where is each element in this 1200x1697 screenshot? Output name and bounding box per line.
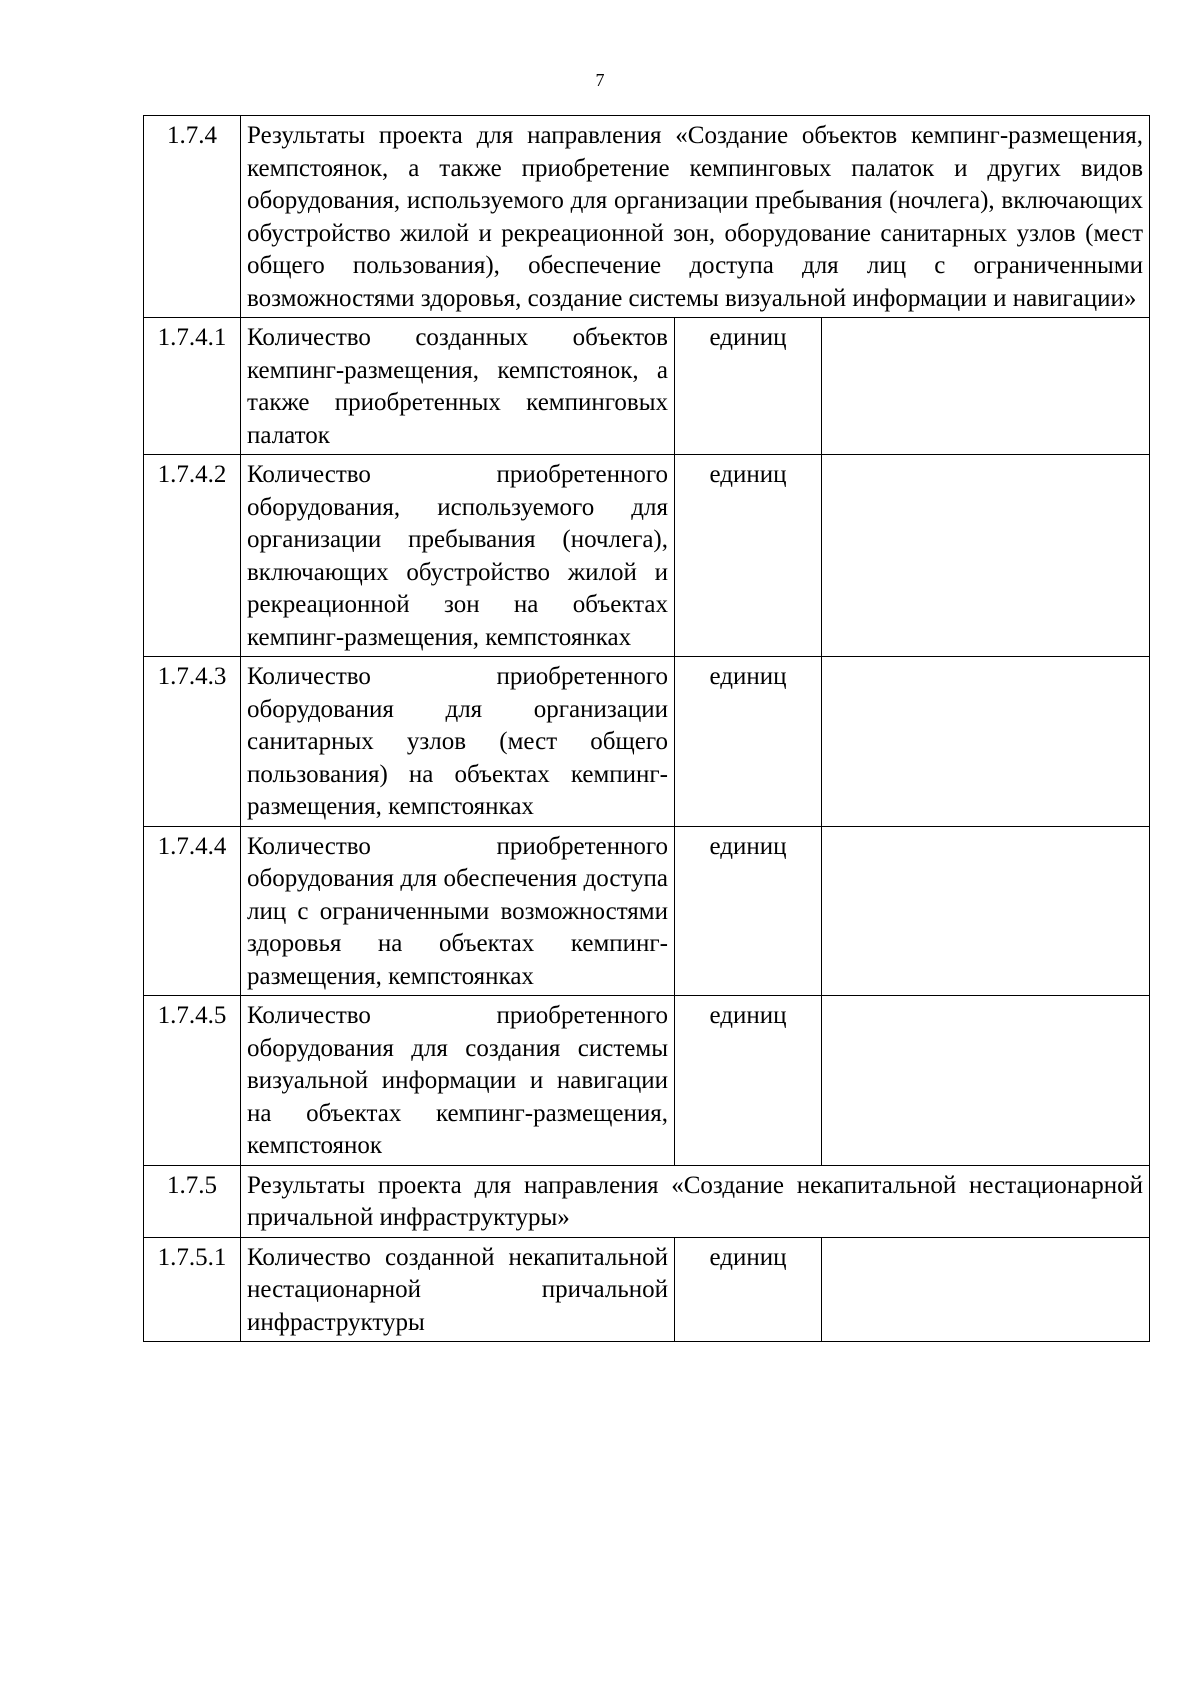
unit-cell: единиц	[675, 826, 822, 996]
page-number: 7	[595, 70, 605, 90]
indicator-text: Количество созданной некапитальной нестационарной причальной инфраструктуры	[241, 1237, 675, 1342]
value-cell	[822, 826, 1150, 996]
value-cell	[822, 318, 1150, 455]
table-row	[144, 996, 1150, 1166]
row-number: 1.7.4	[144, 116, 241, 318]
value-cell	[822, 455, 1150, 657]
results-table	[143, 115, 1150, 1342]
results-table-body	[144, 116, 1150, 1342]
value-cell	[822, 657, 1150, 827]
table-row	[144, 318, 1150, 455]
row-number: 1.7.4.2	[144, 455, 241, 657]
indicator-text: Количество приобретенного оборудования для создания системы визуальной информации и навигации на объектах кемпинг-размещения, кемпстоянок	[241, 996, 675, 1166]
row-number: 1.7.4.1	[144, 318, 241, 455]
table-row	[144, 657, 1150, 827]
unit-cell: единиц	[675, 996, 822, 1166]
value-cell	[822, 1237, 1150, 1342]
row-number: 1.7.4.5	[144, 996, 241, 1166]
row-number: 1.7.5.1	[144, 1237, 241, 1342]
indicator-text: Количество приобретенного оборудования для организации санитарных узлов (мест общего пользования) на объектах кемпинг-размещения, кемпстоянках	[241, 657, 675, 827]
unit-cell: единиц	[675, 1237, 822, 1342]
table-row-section	[144, 116, 1150, 318]
row-number: 1.7.4.3	[144, 657, 241, 827]
section-title: Результаты проекта для направления «Создание некапитальной нестационарной причальной инфраструктуры»	[241, 1165, 1150, 1237]
table-row	[144, 826, 1150, 996]
section-title: Результаты проекта для направления «Создание объектов кемпинг-размещения, кемпстоянок, а также приобретение кемпинговых палаток и других видов оборудования, используемого для организации пребывания (ночлега), включающих обустройство жилой и рекреационной зон, оборудование санитарных узлов (мест общего пользования), обеспечение доступа для лиц с ограниченными возможностями здоровья, создание системы визуальной информации и навигации»	[241, 116, 1150, 318]
value-cell	[822, 996, 1150, 1166]
indicator-text: Количество приобретенного оборудования, используемого для организации пребывания (ночлега), включающих обустройство жилой и рекреационной зон на объектах кемпинг-размещения, кемпстоянках	[241, 455, 675, 657]
unit-cell: единиц	[675, 657, 822, 827]
table-row	[144, 1237, 1150, 1342]
row-number: 1.7.5	[144, 1165, 241, 1237]
indicator-text: Количество приобретенного оборудования для обеспечения доступа лиц с ограниченными возможностями здоровья на объектах кемпинг-размещения, кемпстоянках	[241, 826, 675, 996]
unit-cell: единиц	[675, 455, 822, 657]
unit-cell: единиц	[675, 318, 822, 455]
table-row	[144, 455, 1150, 657]
table-row-section	[144, 1165, 1150, 1237]
indicator-text: Количество созданных объектов кемпинг-размещения, кемпстоянок, а также приобретенных кемпинговых палаток	[241, 318, 675, 455]
row-number: 1.7.4.4	[144, 826, 241, 996]
